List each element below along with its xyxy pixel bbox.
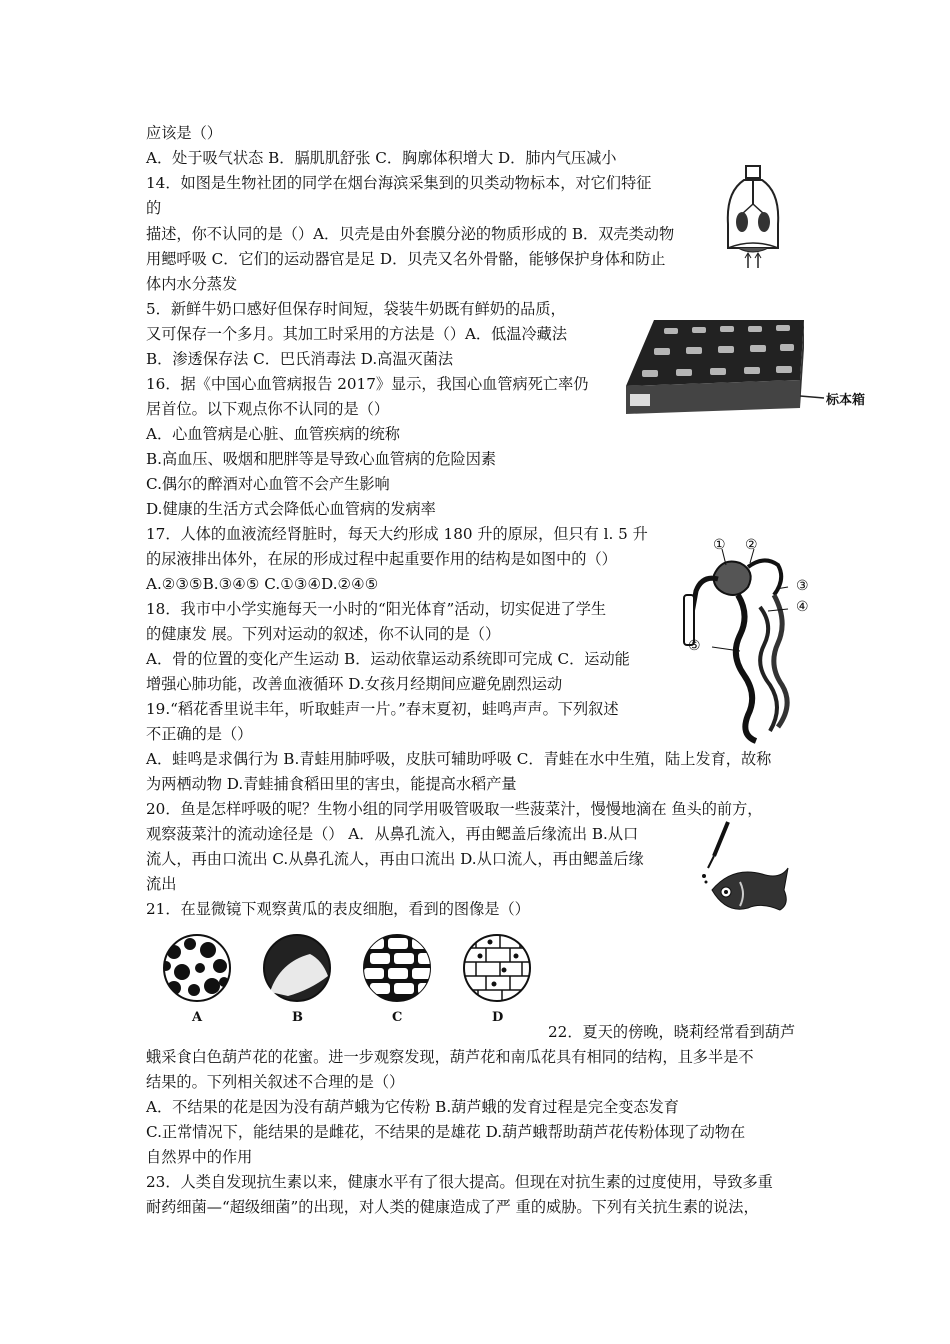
text-line: 14．如图是生物社团的同学在烟台海滨采集到的贝类动物标本，对它们特征: [146, 174, 652, 192]
text-line: 22．夏天的傍晚，晓莉经常看到葫芦: [548, 1023, 796, 1041]
text-line: A．蛙鸣是求偶行为 B.青蛙用肺呼吸，皮肤可辅助呼吸 C．青蛙在水中生殖，陆上发育，故称: [146, 750, 772, 768]
text-line: 23．人类自发现抗生素以来，健康水平有了很大提高。但现在对抗生素的过度使用，导致多重: [146, 1173, 773, 1191]
text-line: 21．在显微镜下观察黄瓜的表皮细胞，看到的图像是（）: [146, 900, 530, 918]
specimen-box-caption: 标本箱: [826, 393, 866, 408]
text-line: 描述，你不认同的是（）A．贝壳是由外套膜分泌的物质形成的 B．双壳类动物: [146, 225, 675, 243]
text-line: 观察菠菜汁的流动途径是（） A．从鼻孔流入，再由鳃盖后缘流出 B.从口: [146, 825, 639, 843]
nephron-label-2: ②: [745, 537, 758, 553]
text-line: 增强心肺功能，改善血液循环 D.女孩月经期间应避免剧烈运动: [146, 675, 563, 693]
bell-jar-figure: [718, 164, 788, 272]
dropper-fish-figure: [692, 820, 792, 916]
text-line: 为两栖动物 D.青蛙捕食稻田里的害虫，能提高水稻产量: [146, 775, 517, 793]
text-line: 的健康发 展。下列对运动的叙述，你不认同的是（）: [146, 625, 501, 643]
text-line: 17．人体的血液流经肾脏时，每天大约形成 180 升的原尿，但只有 l. 5 升: [146, 525, 648, 543]
text-line: D.健康的生活方式会降低心血管病的发病率: [146, 500, 436, 518]
microscope-cells-figure: [160, 932, 550, 1004]
text-line: 耐药细菌—“超级细菌”的出现，对人类的健康造成了严 重的威胁。下列有关抗生素的说法，: [146, 1198, 759, 1216]
text-line: B.高血压、吸烟和肥胖等是导致心血管病的危险因素: [146, 450, 497, 468]
cell-label-c: C: [392, 1010, 403, 1025]
text-line: A．处于吸气状态 B．膈肌肌舒张 C．胸廓体积增大 D．肺内气压减小: [146, 149, 617, 167]
text-line: 结果的。下列相关叙述不合理的是（）: [146, 1073, 405, 1091]
text-line: C.偶尔的醉酒对心血管不会产生影响: [146, 475, 390, 493]
text-line: 居首位。以下观点你不认同的是（）: [146, 400, 389, 418]
cell-label-d: D: [492, 1010, 504, 1025]
text-line: 20．鱼是怎样呼吸的呢？生物小组的同学用吸管吸取一些菠菜汁，慢慢地滴在 鱼头的前方，: [146, 800, 763, 818]
text-line: 自然界中的作用: [146, 1148, 253, 1166]
text-line: 的: [146, 199, 162, 217]
text-line: 流人，再由口流出 C.从鼻孔流人，再由口流出 D.从口流人，再由鳃盖后缘: [146, 850, 644, 868]
text-line: 用鳃呼吸 C．它们的运动器官是足 D．贝壳又名外骨骼，能够保护身体和防止: [146, 250, 666, 268]
nephron-label-4: ④: [796, 599, 809, 615]
cell-label-a: A: [192, 1010, 203, 1025]
text-line: C.正常情况下，能结果的是雌花，不结果的是雄花 D.葫芦蛾帮助葫芦花传粉体现了动物在: [146, 1123, 746, 1141]
text-line: 18．我市中小学实施每天一小时的“阳光体育”活动，切实促进了学生: [146, 600, 607, 618]
text-line: 16．据《中国心血管病报告 2017》显示，我国心血管病死亡率仍: [146, 375, 589, 393]
text-line: 不正确的是（）: [146, 725, 253, 743]
text-line: 流出: [146, 875, 177, 893]
text-line: 应该是（）: [146, 124, 222, 142]
text-line: A．心血管病是心脏、血管疾病的统称: [146, 425, 400, 443]
nephron-label-1: ①: [713, 537, 726, 553]
nephron-label-3: ③: [796, 578, 809, 594]
nephron-label-5: ⑤: [688, 638, 701, 654]
text-line: A．骨的位置的变化产生运动 B．运动依靠运动系统即可完成 C．运动能: [146, 650, 630, 668]
text-line: 蛾采食白色葫芦花的花蜜。进一步观察发现，葫芦花和南瓜花具有相同的结构，且多半是不: [146, 1048, 754, 1066]
text-line: 19.“稻花香里说丰年，听取蛙声一片。”春末夏初，蛙鸣声声。下列叙述: [146, 700, 619, 718]
text-line: 又可保存一个多月。其加工时采用的方法是（）A．低温冷藏法: [146, 325, 568, 343]
cell-label-b: B: [292, 1010, 303, 1025]
text-line: A．不结果的花是因为没有葫芦蛾为它传粉 B.葫芦蛾的发育过程是完全变态发育: [146, 1098, 679, 1116]
text-line: 5．新鲜牛奶口感好但保存时间短，袋装牛奶既有鲜奶的品质，: [146, 300, 566, 318]
text-line: 的尿液排出体外，在尿的形成过程中起重要作用的结构是如图中的（）: [146, 550, 617, 568]
text-line: A.②③⑤B.③④⑤ C.①③④D.②④⑤: [146, 575, 379, 593]
text-line: 体内水分蒸发: [146, 275, 238, 293]
text-line: B．渗透保存法 C．巴氏消毒法 D.高温灭菌法: [146, 350, 454, 368]
